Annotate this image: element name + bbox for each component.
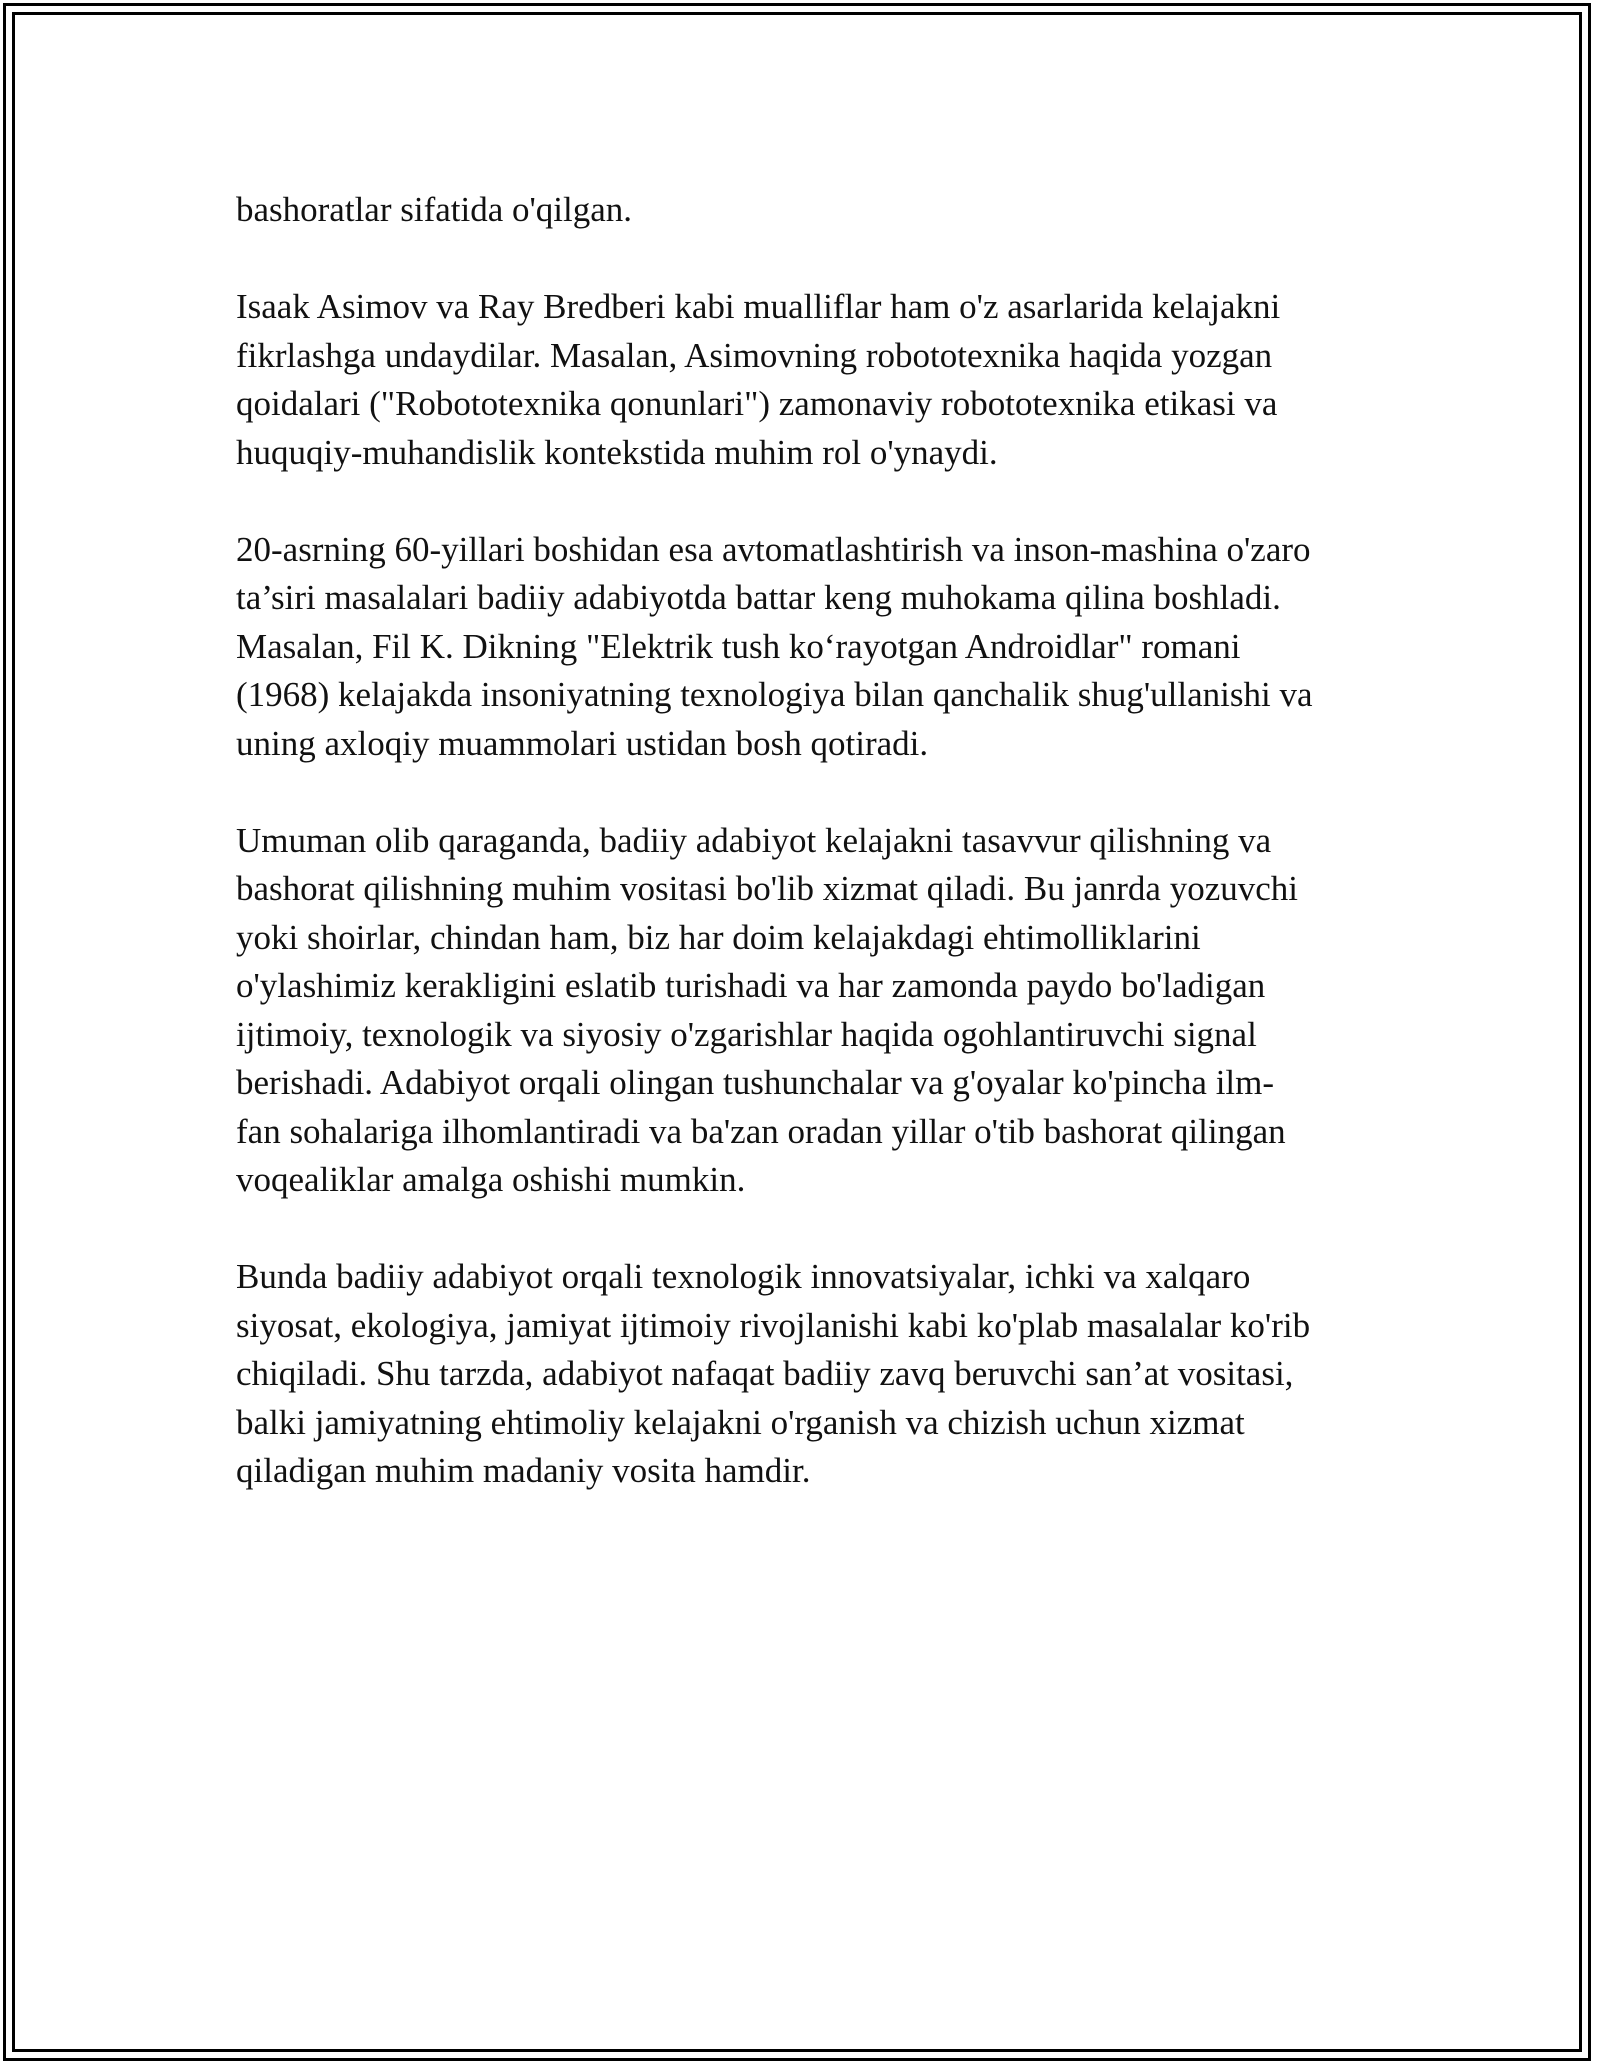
document-body: [236, 186, 1376, 1544]
paragraph-1: bashoratlar sifatida o'qilgan.: [236, 190, 633, 229]
paragraph-3: 20-asrning 60-yillari boshidan esa avtomatlashtirish va inson-mashina o'zaro ta’siri masalalari badiiy adabiyotda battar keng muhokama qilina boshladi. Masalan, Fil K. Dikning "Elektrik tush ko‘rayotgan Androidlar" romani (1968) kelajakda insoniyatning texnologiya bilan qanchalik shug'ullanishi va uning axloqiy muammolari ustidan bosh qotiradi.: [236, 529, 1313, 763]
paragraph-4: Umuman olib qaraganda, badiiy adabiyot kelajakni tasavvur qilishning va bashorat qilishning muhim vositasi bo'lib xizmat qiladi. Bu janrda yozuvchi yoki shoirlar, chindan ham, biz har doim kelajakdagi ehtimolliklarini o'ylashimiz kerakligini eslatib turishadi va har zamonda paydo bo'ladigan ijtimoiy, texnologik va siyosiy o'zgarishlar haqida ogohlantiruvchi signal berishadi. Adabiyot orqali olingan tushunchalar va g'oyalar ko'pincha ilm- fan sohalariga ilhomlantiradi va ba'zan oradan yillar o'tib bashorat qilingan voqealiklar amalga oshishi mumkin.: [236, 820, 1298, 1199]
paragraph-2: Isaak Asimov va Ray Bredberi kabi mualliflar ham o'z asarlarida kelajakni fikrlashga undaydilar. Masalan, Asimovning robototexnika haqida yozgan qoidalari ("Robototexnika qonunlari") zamonaviy robototexnika etikasi va huquqiy-muhandislik kontekstida muhim rol o'ynaydi.: [236, 287, 1281, 472]
paragraph-5: Bunda badiiy adabiyot orqali texnologik innovatsiyalar, ichki va xalqaro siyosat, ekologiya, jamiyat ijtimoiy rivojlanishi kabi ko'plab masalalar ko'rib chiqiladi. Shu tarzda, adabiyot nafaqat badiiy zavq beruvchi san’at vositasi, balki jamiyatning ehtimoliy kelajakni o'rganish va chizish uchun xizmat qiladigan muhim madaniy vosita hamdir.: [236, 1257, 1311, 1490]
